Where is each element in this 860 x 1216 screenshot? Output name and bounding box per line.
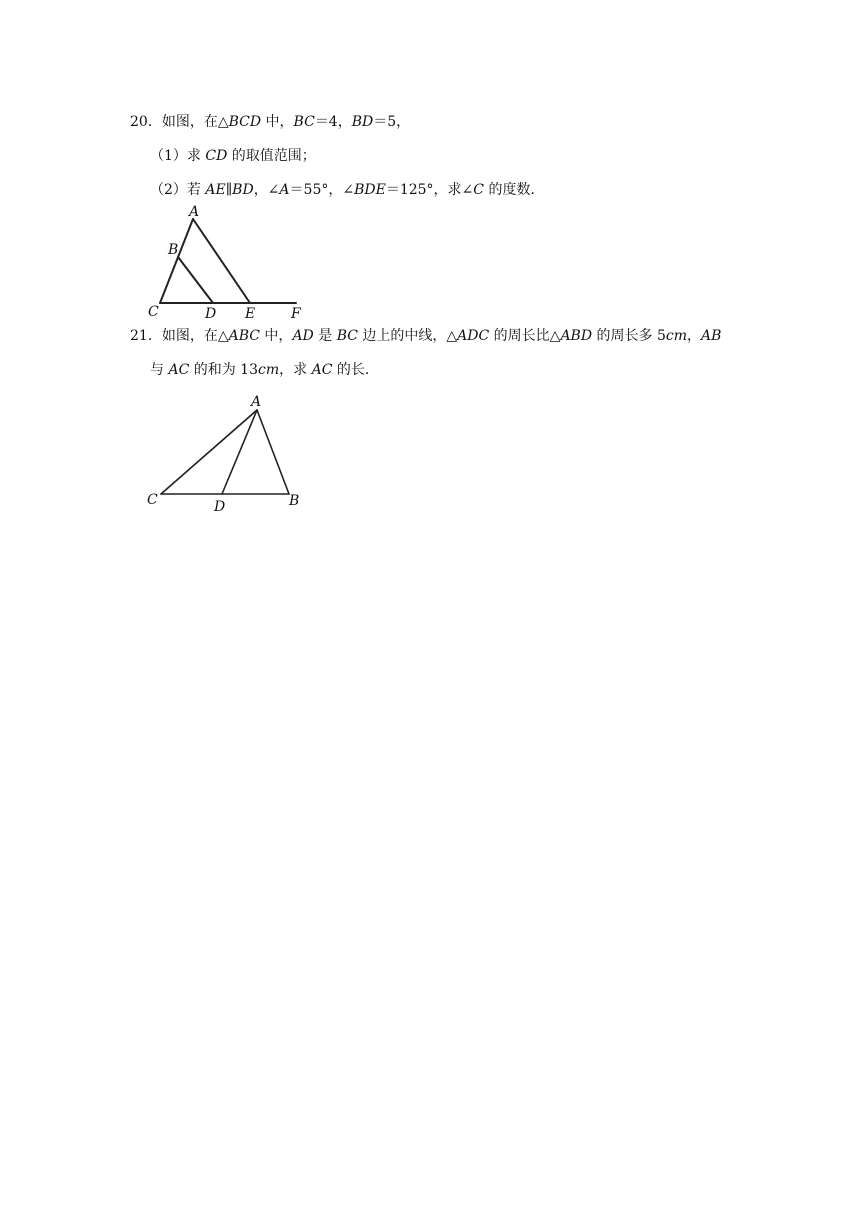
q21-number: 21． — [130, 328, 162, 344]
q20-label-C: C — [148, 304, 159, 320]
q20-part2-line — [150, 181, 544, 199]
text-run: BCD — [228, 114, 262, 130]
q20-number: 20． — [130, 114, 162, 130]
q20-stem-text — [162, 114, 410, 130]
q21-label-C: C — [147, 492, 158, 508]
text-run: ＝125°，求∠ — [385, 182, 474, 198]
text-run: ， — [687, 328, 701, 344]
q20-figure — [140, 200, 320, 322]
q21-line2-text — [150, 362, 379, 378]
q21-label-D: D — [214, 499, 226, 515]
q21-label-B: B — [289, 493, 300, 509]
text-run: 的周长多 5 — [592, 328, 666, 344]
text-run: 边上的中线，△ — [357, 328, 458, 344]
text-run: （1）求 — [150, 148, 206, 164]
q21-figure — [140, 390, 310, 515]
q20-label-D: D — [205, 306, 217, 322]
text-run: 的取值范围； — [227, 148, 316, 164]
q21-line1-text — [162, 328, 722, 344]
text-run: CD — [205, 148, 228, 164]
text-run: 如图，在△ — [161, 328, 229, 344]
q21-line-CA — [161, 410, 257, 494]
q20-label-A: A — [189, 204, 200, 220]
text-run: BDE — [354, 182, 386, 198]
text-run: ABD — [560, 328, 593, 344]
text-run: 的和为 13 — [189, 362, 258, 378]
q20-part1-line — [150, 147, 316, 165]
text-run: AC — [168, 362, 190, 378]
text-run: AE — [205, 182, 226, 198]
text-run: C — [473, 182, 484, 198]
text-run: ＝4， — [314, 114, 352, 130]
q20-label-F: F — [291, 306, 301, 322]
text-run: AB — [701, 328, 722, 344]
text-run: ∥ — [225, 182, 233, 198]
text-run: ABC — [228, 328, 260, 344]
q20-line-AE — [193, 219, 250, 303]
q20-line-CA — [160, 219, 193, 303]
text-run: 是 — [313, 328, 337, 344]
text-run: 的度数． — [484, 182, 545, 198]
text-run: A — [279, 182, 290, 198]
text-run: AC — [311, 362, 333, 378]
text-run: 的长． — [332, 362, 379, 378]
text-run: ＝5， — [373, 114, 411, 130]
text-run: ，∠ — [253, 182, 280, 198]
q20-part2-text — [150, 182, 544, 198]
text-run: BD — [232, 182, 254, 198]
q21-label-A: A — [251, 394, 262, 410]
text-run: 中， — [261, 114, 294, 130]
text-run: 如图，在△ — [161, 114, 229, 130]
text-run: 中， — [259, 328, 293, 344]
q20-stem-line — [130, 113, 410, 131]
text-run: cm — [258, 362, 280, 378]
text-run: BC — [293, 114, 315, 130]
q20-label-E: E — [245, 306, 256, 322]
text-run: 与 — [150, 362, 169, 378]
text-run: AD — [292, 328, 314, 344]
q20-line-BD — [178, 257, 213, 303]
text-run: ADC — [457, 328, 490, 344]
text-run: （2）若 — [150, 182, 206, 198]
q21-line-AB — [257, 410, 289, 494]
q20-part1-text — [150, 148, 316, 164]
text-run: BC — [336, 328, 358, 344]
text-run: ，求 — [279, 362, 312, 378]
text-run: BD — [351, 114, 374, 130]
q21-line2 — [150, 361, 379, 379]
q21-line1 — [130, 327, 721, 345]
text-run: 的周长比△ — [489, 328, 561, 344]
q21-line-AD — [222, 410, 257, 494]
q20-label-B: B — [168, 242, 179, 258]
text-run: cm — [665, 328, 687, 344]
text-run: ＝55°，∠ — [289, 182, 355, 198]
